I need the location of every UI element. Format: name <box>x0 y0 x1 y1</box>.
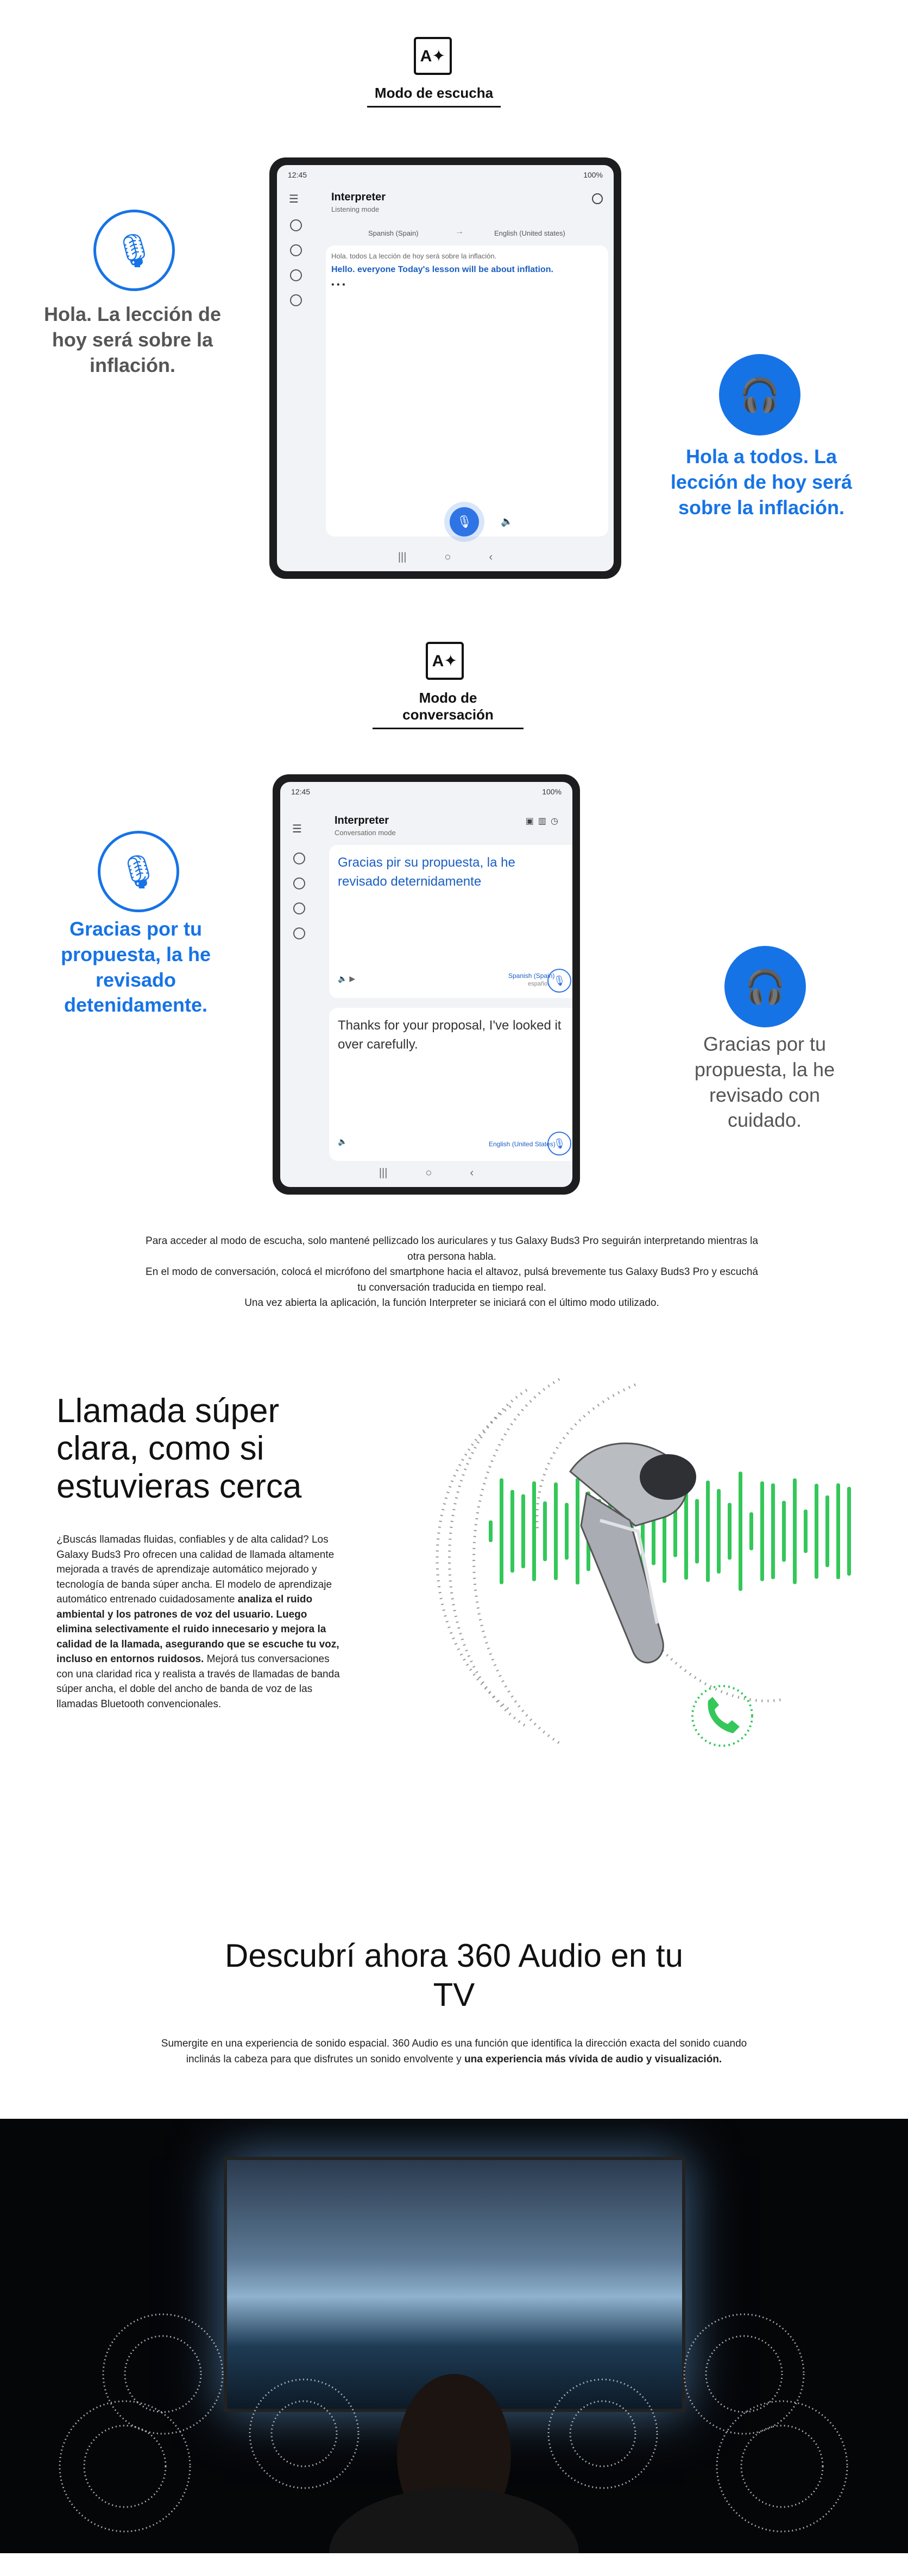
sound-wave-bar <box>847 1487 851 1576</box>
history-icon[interactable] <box>592 193 603 204</box>
top-mic-button[interactable]: 🎙 <box>547 969 571 993</box>
nav-bar <box>277 551 614 564</box>
lang-to[interactable]: English (United states) <box>494 229 565 237</box>
listening-left-caption: Hola. La lección de hoy será sobre la inflación. <box>43 303 222 376</box>
menu-icon-2[interactable]: ☰ <box>292 823 302 835</box>
calls-heading: Llamada súper clara, como si estuvieras cerca <box>56 1392 302 1505</box>
arrow-icon: → <box>455 227 464 236</box>
app-title: Interpreter <box>331 191 386 203</box>
app-subtitle: Listening mode <box>331 205 380 213</box>
nav-bar-2 <box>280 1167 572 1179</box>
top-lang[interactable]: Spanish (Spain) <box>508 972 555 980</box>
sound-wave-bar <box>717 1489 721 1574</box>
rail-icon-6[interactable] <box>293 877 305 889</box>
status-bar: 12:45 100% <box>288 171 603 179</box>
home-icon-2[interactable]: ○ <box>425 1167 432 1179</box>
translate-icon-2: A✦ <box>426 642 464 680</box>
sound-wave-bar <box>782 1501 786 1562</box>
sound-wave-bar <box>771 1483 775 1579</box>
toolbar-icons[interactable]: ▣▥◷ <box>525 817 563 826</box>
listening-right-caption: Hola a todos. La lección de hoy será sobre la inflación. <box>670 445 853 519</box>
top-lang-sub: español <box>528 981 549 987</box>
app-subtitle-2: Conversation mode <box>335 829 396 837</box>
phone-conversation <box>273 774 580 1195</box>
rail-icon-8[interactable] <box>293 927 305 939</box>
back-icon[interactable]: ‹ <box>489 551 493 563</box>
bottom-mic-button[interactable]: 🎙 <box>547 1132 571 1156</box>
rail-icon-4[interactable] <box>290 294 302 306</box>
audio360-heading: Descubrí ahora 360 Audio en tu TV <box>225 1937 683 2013</box>
conversation-mode-title: Modo de conversación <box>373 690 524 729</box>
back-icon-2[interactable]: ‹ <box>470 1167 474 1179</box>
audio360-paragraph: Sumergite en una experiencia de sonido espacial. 360 Audio es una función que identifica la dirección exacta del sonido cuando inclinás la cabeza para que disfrutes un sonido envolvente y una experiencia más vívida de audio y visualización. <box>161 2038 747 2065</box>
speaker-icon[interactable]: 🔈 <box>501 516 513 527</box>
transcript-card <box>326 245 608 536</box>
speaker-rings <box>0 2119 908 2553</box>
app-title-2: Interpreter <box>335 815 389 826</box>
sound-wave-bar <box>576 1478 579 1584</box>
instruction-3: Una vez abierta la aplicación, la función Interpreter se iniciará con el último modo utilizado. <box>244 1297 659 1309</box>
sound-wave-bar <box>489 1520 493 1542</box>
status-bar-2: 12:45 100% <box>291 787 562 796</box>
recents-icon[interactable]: ||| <box>398 551 407 563</box>
translated-text: Hello. everyone Today's lesson will be about inflation. <box>331 265 553 274</box>
conversation-right-caption: Gracias por tu propuesta, la he revisado con cuidado. <box>694 1033 835 1132</box>
sound-wave-bar <box>739 1472 742 1591</box>
instruction-2: En el modo de conversación, colocá el micrófono del smartphone hacia el altavoz, pulsá brevemente tus Galaxy Buds3 Pro y escuchá tu conversación traducida en tiempo real. <box>146 1266 758 1293</box>
typing-dots: • • • <box>331 280 345 289</box>
mic-icon: 🎙 <box>93 210 175 291</box>
sound-wave-bar <box>749 1512 753 1550</box>
sound-wave-bar <box>836 1483 840 1579</box>
rail-icon-1[interactable] <box>290 219 302 231</box>
sound-wave-bar <box>815 1484 818 1579</box>
sound-wave-bar <box>500 1479 503 1584</box>
sound-wave-bar <box>543 1501 547 1561</box>
sound-wave-bar <box>760 1481 764 1581</box>
home-icon[interactable]: ○ <box>444 551 451 563</box>
speaker-icon-2[interactable]: 🔈 ▶ <box>338 974 356 983</box>
call-visual <box>380 1368 885 1759</box>
instruction-1: Para acceder al modo de escucha, solo mantené pellizcado los auriculares y tus Galaxy Buds3 Pro seguirán interpretando mientras la otra persona habla. <box>146 1235 758 1262</box>
side-rail <box>277 187 316 539</box>
lang-from[interactable]: Spanish (Spain) <box>368 229 419 237</box>
sound-wave-bar <box>825 1495 829 1567</box>
conversation-left-caption: Gracias por tu propuesta, la he revisado detenidamente. <box>60 918 211 1016</box>
listening-screen <box>277 165 614 571</box>
conversation-screen <box>280 782 572 1187</box>
sound-wave-bar <box>804 1510 808 1553</box>
sound-wave-bar <box>532 1481 536 1581</box>
calls-paragraph: ¿Buscás llamadas fluidas, confiables y de alta calidad? Los Galaxy Buds3 Pro ofrecen una calidad de llamada altamente mejorada a través de aprendizaje automático mejorado y tecnología de banda súper ancha. El modelo de aprendizaje automático entrenado cuidadosamente analiza el ruido ambiental y los patrones de voz del usuario. Luego elimina selectivamente el ruido innecesario y mejora la calidad de la llamada, asegurando que se escuche tu voz, incluso en entornos ruidosos. Mejorá tus conversaciones con una claridad rica y realista a través de llamadas de banda súper ancha, el doble del ancho de banda de voz de las llamadas Bluetooth convencionales. <box>56 1534 340 1710</box>
mic-icon-2: 🎙 <box>98 831 179 912</box>
bottom-card <box>329 1008 572 1161</box>
listening-mode-title: Modo de escucha <box>367 85 501 108</box>
sound-wave-bar <box>728 1503 732 1560</box>
earbud-sound-icon: 🎧 <box>719 354 800 435</box>
audio360-banner <box>0 2119 908 2553</box>
menu-icon[interactable]: ☰ <box>289 193 299 205</box>
speaker-icon-3[interactable]: 🔈 <box>338 1137 348 1146</box>
phone-listening <box>269 157 621 579</box>
side-rail-2 <box>280 804 319 1154</box>
rail-icon-5[interactable] <box>293 853 305 864</box>
rail-icon-3[interactable] <box>290 269 302 281</box>
sound-wave-bar <box>565 1503 569 1560</box>
sound-wave-bar <box>521 1494 525 1568</box>
phone-call-icon <box>692 1686 752 1746</box>
bottom-translated-text: Thanks for your proposal, I've looked it over carefully. <box>338 1018 562 1052</box>
top-translated-text: Gracias pir su propuesta, la he revisado deternidamente <box>338 855 515 889</box>
instructions <box>142 1234 761 1311</box>
sound-wave-bar <box>673 1505 677 1557</box>
mic-button[interactable]: 🎙 <box>450 507 479 536</box>
top-card <box>329 845 572 998</box>
earbud-icon: 🎧 <box>724 946 806 1027</box>
bottom-lang[interactable]: English (United States) <box>489 1140 556 1148</box>
sound-wave-bar <box>706 1481 710 1582</box>
rail-icon-2[interactable] <box>290 244 302 256</box>
recents-icon-2[interactable]: ||| <box>379 1167 388 1179</box>
translate-icon: A✦ <box>414 37 452 75</box>
sound-wave-bar <box>554 1482 558 1580</box>
source-text: Hola. todos La lección de hoy será sobre la inflación. <box>331 252 497 260</box>
rail-icon-7[interactable] <box>293 902 305 914</box>
sound-wave-bar <box>793 1479 797 1584</box>
sound-wave-bar <box>695 1499 699 1564</box>
sound-wave-bar <box>510 1490 514 1573</box>
